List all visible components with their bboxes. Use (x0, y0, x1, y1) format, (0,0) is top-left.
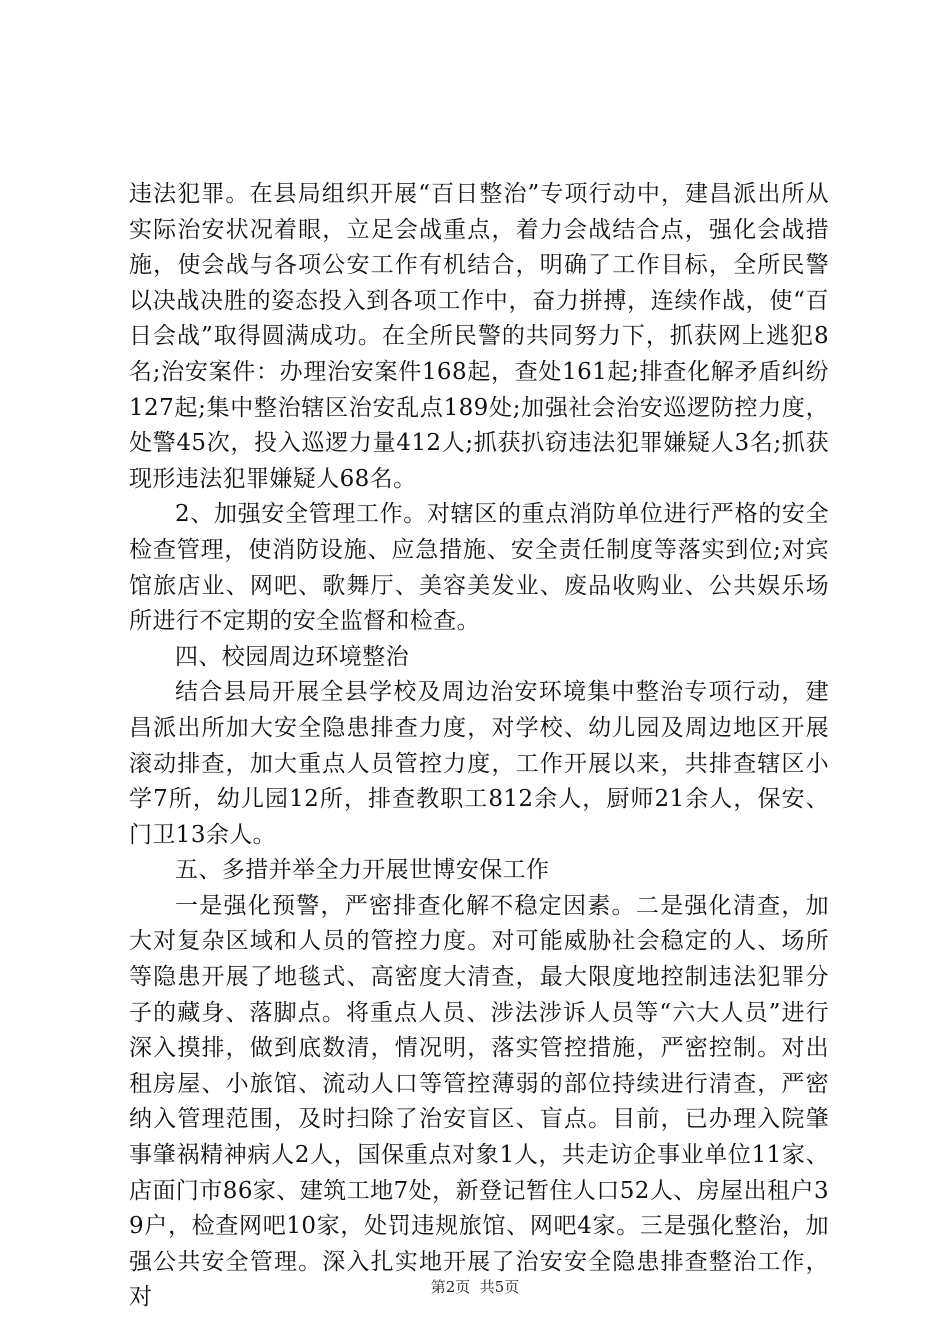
paragraph-expo-security: 一是强化预警，严密排查化解不稳定因素。二是强化清查，加大对复杂区域和人员的管控力度。对可能威胁社会稳定的人、场所等隐患开展了地毯式、高密度大清查，最大限度地控制违法犯罪分子的藏身、落脚点。将重点人员、涉法涉诉人员等“六大人员”进行深入摸排，做到底数清，情况明，落实管控措施，严密控制。对出租房屋、小旅馆、流动人口等管控薄弱的部位持续进行清查，严密纳入管理范围，及时扫除了治安盲区、盲点。目前，已办理入院肇事肇祸精神病人2人，国保重点对象1人，共走访企事业单位11家、店面门市86家、建筑工地7处，新登记暂住人口52人、房屋出租户39户，检查网吧10家，处罚违规旅馆、网吧4家。三是强化整治，加强公共安全管理。深入扎实地开展了治安安全隐患排查整治工作，对 (129, 892, 829, 1311)
paragraph-continuation: 违法犯罪。在县局组织开展“百日整治”专项行动中，建昌派出所从实际治安状况着眼，立足会战重点，着力会战结合点，强化会战措施，使会战与各项公安工作有机结合，明确了工作目标，全所民警以决战决胜的姿态投入到各项工作中，奋力拼搏，连续作战，使“百日会战”取得圆满成功。在全所民警的共同努力下，抓获网上逃犯8名;治安案件：办理治安案件168起，查处161起;排查化解矛盾纠纷127起;集中整治辖区治安乱点189处;加强社会治安巡逻防控力度，处警45次，投入巡逻力量412人;抓获扒窃违法犯罪嫌疑人3名;抓获现形违法犯罪嫌疑人68名。 (129, 181, 829, 492)
page-footer (0, 1277, 950, 1297)
paragraph-safety-management: 2、加强安全管理工作。对辖区的重点消防单位进行严格的安全检查管理，使消防设施、应急措施、安全责任制度等落实到位;对宾馆旅店业、网吧、歌舞厅、美容美发业、废品收购业、公共娱乐场所进行不定期的安全监督和检查。 (129, 501, 829, 635)
section-heading-campus: 四、校园周边环境整治 (175, 643, 409, 670)
section-heading-expo-security: 五、多措并举全力开展世博安保工作 (175, 857, 550, 884)
paragraph-campus: 结合县局开展全县学校及周边治安环境集中整治专项行动，建昌派出所加大安全隐患排查力度，对学校、幼儿园及周边地区开展滚动排查，加大重点人员管控力度，工作开展以来，共排查辖区小学7所，幼儿园12所，排查教职工812余人，厨师21余人，保安、门卫13余人。 (129, 679, 829, 848)
page-number-label: 第2页 共5页 (430, 1278, 520, 1296)
document-body (129, 177, 829, 1316)
